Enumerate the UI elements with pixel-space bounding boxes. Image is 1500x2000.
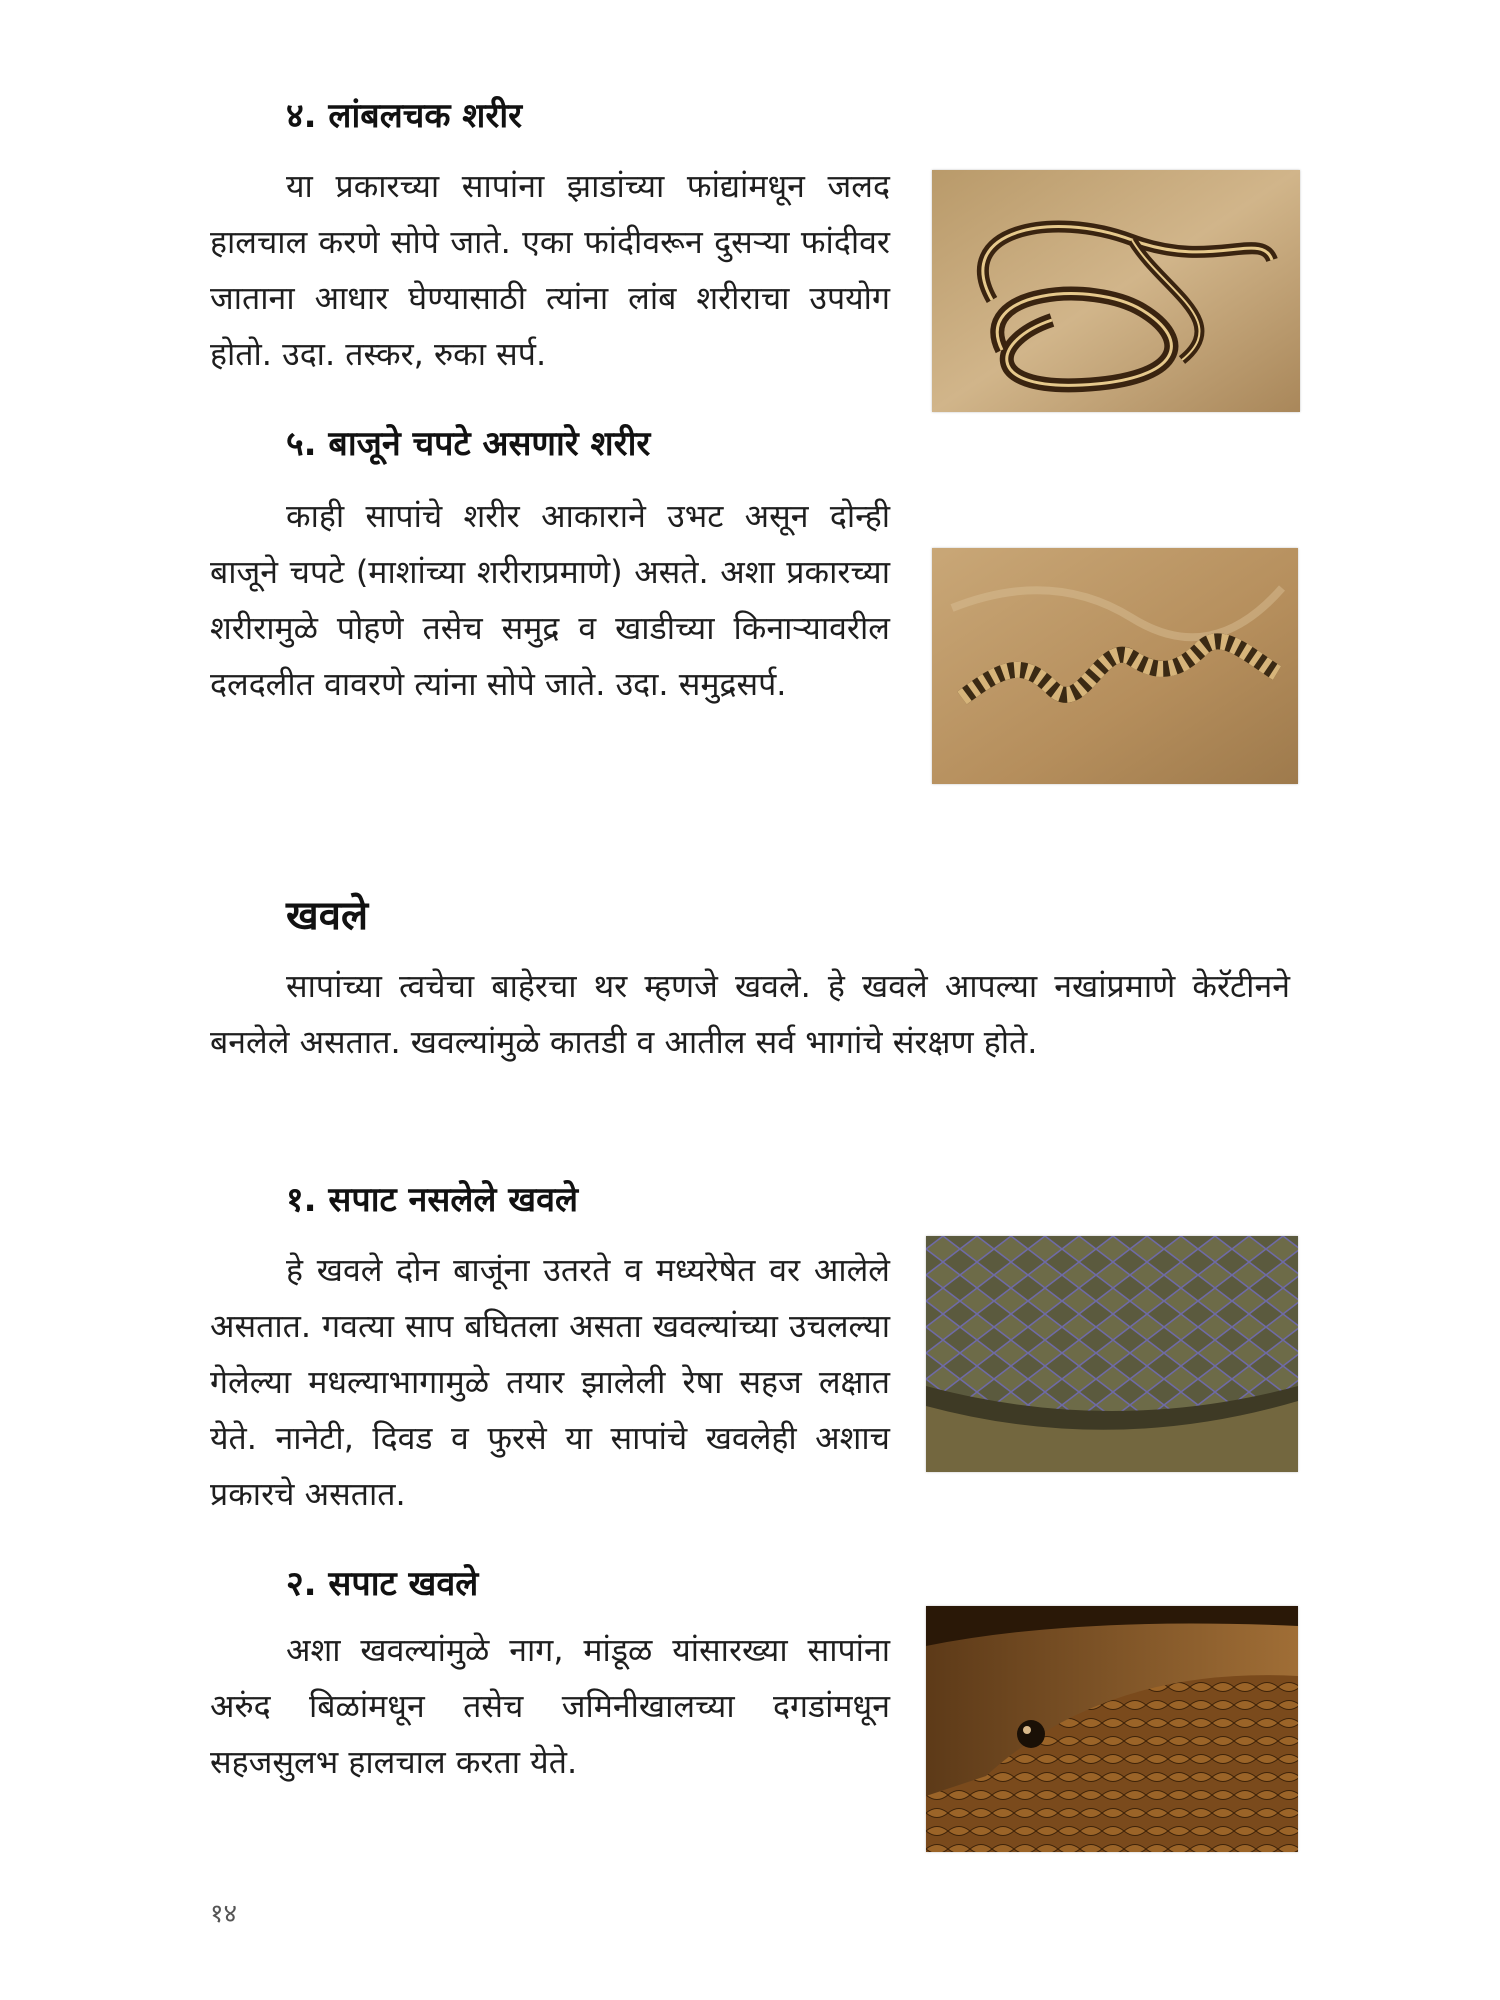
section-text-flat-sided-body: काही सापांचे शरीर आकाराने उभट असून दोन्ही बाजूने चपटे (माशांच्या शरीराप्रमाणे) असते. अशा प्रकारच्या शरीरामुळे पोहणे तसेच समुद्र व खाडीच्या किनाऱ्यावरील दलदलीत वावरणे त्यांना सोपे जाते. उदा. समुद्रसर्प. [210,497,890,703]
striped-snake-photo [932,170,1300,412]
keeled-scales-photo [926,1236,1298,1472]
section-heading-flat-sided-body: ५. बाजूने चपटे असणारे शरीर [286,424,651,464]
section-text-long-body: या प्रकारच्या सापांना झाडांच्या फांद्यांमधून जलद हालचाल करणे सोपे जाते. एका फांदीवरून दुसऱ्या फांदीवर जाताना आधार घेण्यासाठी त्यांना लांब शरीराचा उपयोग होतो. उदा. तस्कर, रुका सर्प. [210,167,890,373]
section-text-keeled-scales: हे खवले दोन बाजूंना उतरते व मध्यरेषेत वर आलेले असतात. गवत्या साप बघितला असता खवल्यांच्या उचलल्या गेलेल्या मधल्याभागामुळे तयार झालेली रेषा सहज लक्षात येते. नानेटी, दिवड व फुरसे या सापांचे खवलेही अशाच प्रकारचे असतात. [210,1251,890,1513]
sea-snake-photo [932,548,1298,784]
smooth-scales-photo [926,1606,1298,1852]
section-text-smooth-scales: अशा खवल्यांमुळे नाग, मांडूळ यांसारख्या सापांना अरुंद बिळांमधून तसेच जमिनीखालच्या दगडांमधून सहजसुलभ हालचाल करता येते. [210,1631,890,1781]
section-heading-smooth-scales: २. सपाट खवले [286,1564,479,1604]
section-heading-keeled-scales: १. सपाट नसलेले खवले [286,1180,579,1220]
page-number: १४ [210,1899,238,1929]
section-text-scales: सापांच्या त्वचेचा बाहेरचा थर म्हणजे खवले. हे खवले आपल्या नखांप्रमाणे केरॅटीनने बनलेले असतात. खवल्यांमुळे कातडी व आतील सर्व भागांचे संरक्षण होते. [210,967,1290,1061]
section-heading-long-body: ४. लांबलचक शरीर [286,96,523,136]
section-heading-scales: खवले [286,893,369,939]
